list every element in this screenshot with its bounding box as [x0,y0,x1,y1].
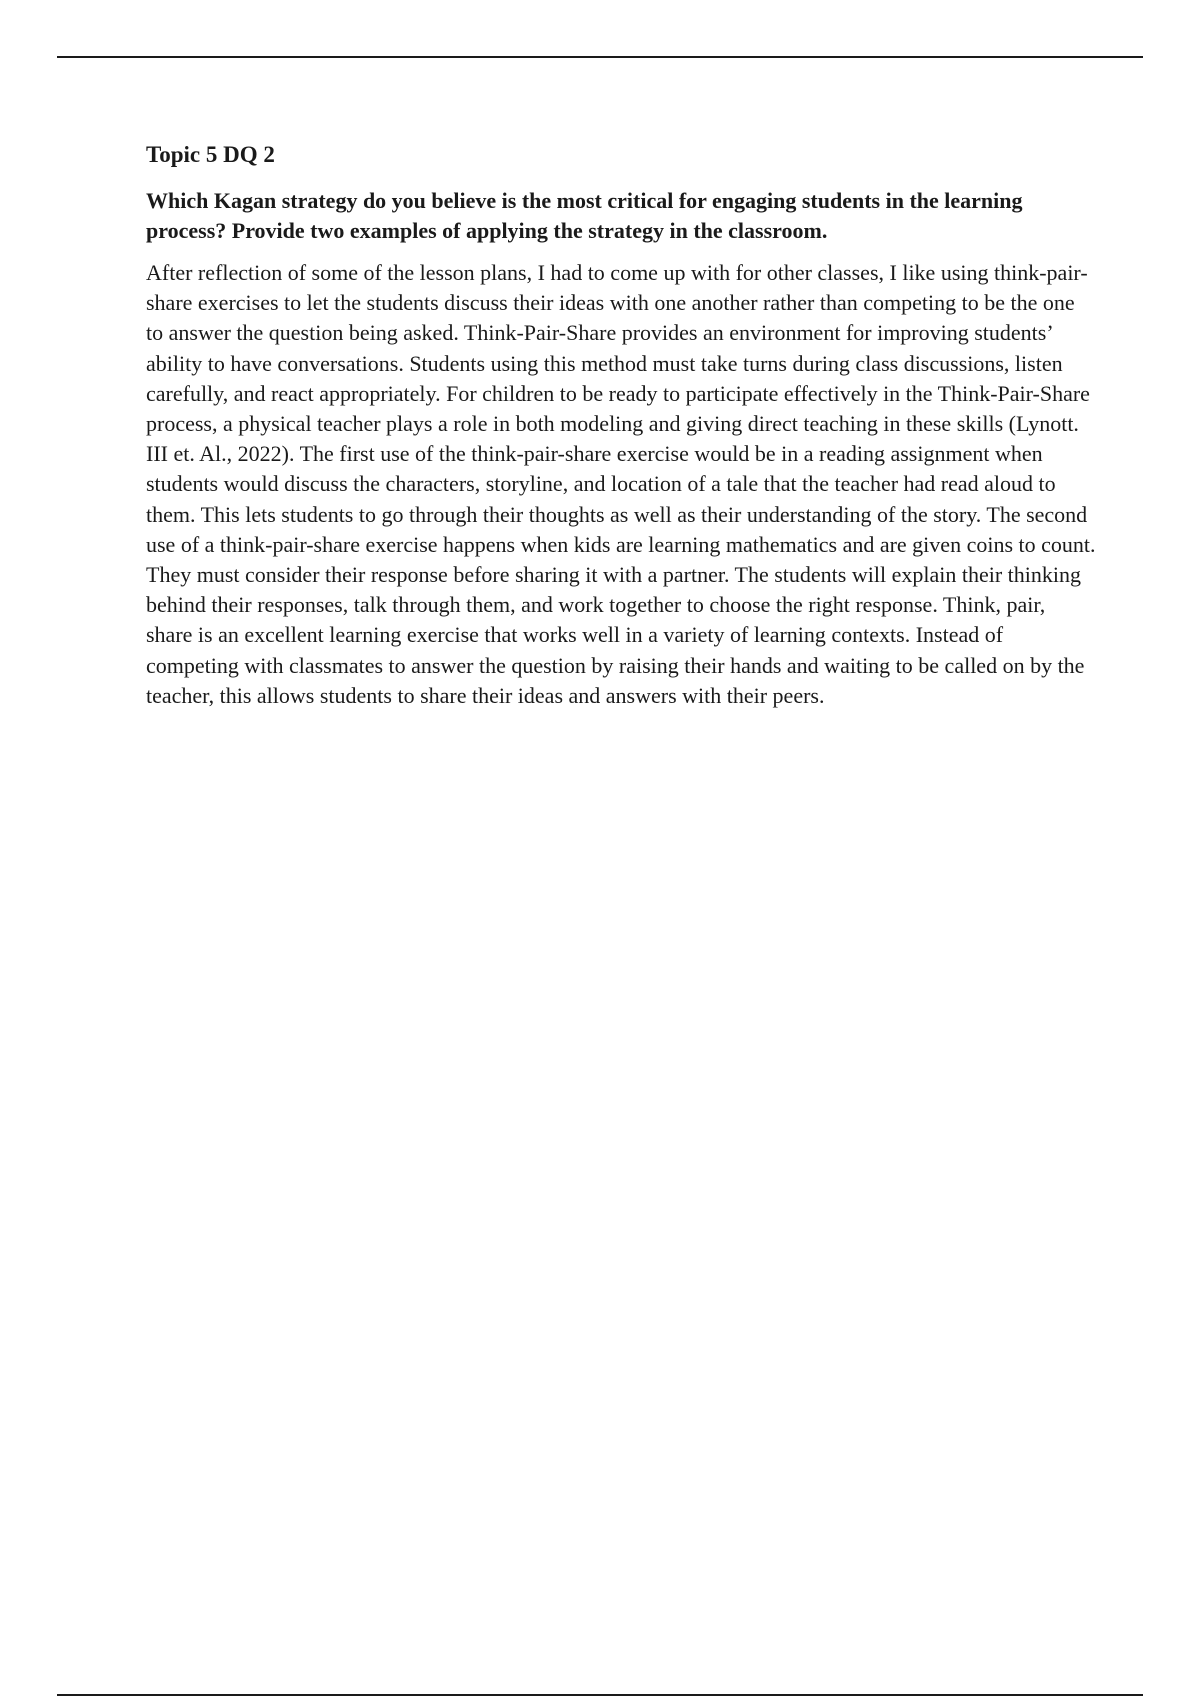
document-body [146,140,1096,711]
page-title: Topic 5 DQ 2 [146,142,275,167]
bottom-divider [57,1694,1143,1696]
discussion-question: Which Kagan strategy do you believe is the most critical for engaging students in the learning process? Provide two examples of applying the strategy in the classroom. [146,188,1023,243]
answer-paragraph: After reflection of some of the lesson plans, I had to come up with for other classes, I like using think-pair-share exercises to let the students discuss their ideas with one another rather than competing to be the one to answer the question being asked. Think-Pair-Share provides an environment for improving students’ ability to have conversations. Students using this method must take turns during class discussions, listen carefully, and react appropriately. For children to be ready to participate effectively in the Think-Pair-Share process, a physical teacher plays a role in both modeling and giving direct teaching in these skills (Lynott. III et. Al., 2022). The first use of the think-pair-share exercise would be in a reading assignment when students would discuss the characters, storyline, and location of a tale that the teacher had read aloud to them. This lets students to go through their thoughts as well as their understanding of the story. The second use of a think-pair-share exercise happens when kids are learning mathematics and are given coins to count. They must consider their response before sharing it with a partner. The students will explain their thinking behind their responses, talk through them, and work together to choose the right response. Think, pair, share is an excellent learning exercise that works well in a variety of learning contexts. Instead of competing with classmates to answer the question by raising their hands and waiting to be called on by the teacher, this allows students to share their ideas and answers with their peers. [146,260,1096,708]
top-divider [57,56,1143,58]
